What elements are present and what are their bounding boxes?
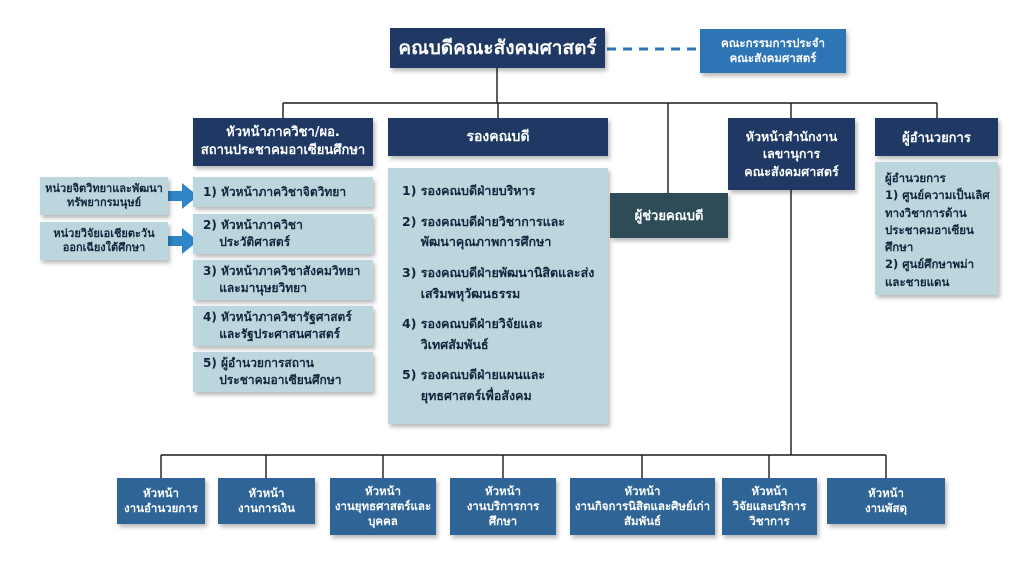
vice-dean-header-label: รองคณบดี [466,129,530,145]
dept-heads-header-line2: สถานประชาคมอาเซียนศึกษา [200,143,366,158]
director-centers-line: 2) ศูนย์ศึกษาพม่าและชายแดน [885,257,975,289]
head-unit: งานพัสดุ [864,501,907,515]
director-centers-line: 1) ศูนย์ความเป็นเลิศทางวิชาการด้านประชาคมอาเซียนศึกษา [885,188,990,254]
unit-psychology-hr-label: หน่วยจิตวิทยาและพัฒนาทรัพยากรมนุษย์ [45,181,163,209]
assistant-dean-box [610,193,728,238]
head-unit: งานอำนวยการ [124,501,198,515]
head-title: หัวหน้า [248,485,285,500]
director-centers-line: ผู้อำนวยการ [885,171,946,185]
assistant-dean-label: ผู้ช่วยคณบดี [634,209,704,224]
vice-dean-header [388,118,608,156]
committee-box [700,29,846,73]
secretary-header-line3: คณะสังคมศาสตร์ [744,163,839,179]
head-general-admin-box [117,478,205,524]
dept-head-item-asean-center-director [193,352,373,392]
dept-head-item-psychology [193,177,373,207]
dept-head-item-label: 4) หัวหน้าภาควิชารัฐศาสตร์และรัฐประศาสนศาสตร์ [203,310,352,341]
head-unit: งานการเงิน [238,501,295,515]
vice-dean-item: 3) รองคณบดีฝ่ายพัฒนานิสิตและส่งเสริมพหุวัฒนธรรม [402,264,595,301]
committee-label-line2: คณะสังคมศาสตร์ [729,51,817,65]
unit-psychology-hr-box [40,177,168,215]
director-header [875,118,998,156]
dept-head-item-label: 5) ผู้อำนวยการสถานประชาคมอาเซียนศึกษา [203,356,342,387]
dept-head-item-sociology-anthropology [193,260,373,300]
dean-box [390,28,605,68]
head-finance-box [218,478,315,524]
head-title: หัวหน้า [868,485,904,500]
head-strategy-personnel-box [330,478,436,535]
secretary-header-line2: เลขานุการ [762,146,821,162]
dept-heads-header [193,118,373,166]
head-title: หัวหน้า [143,485,179,500]
unit-sea-studies-label: หน่วยวิจัยเอเชียตะวันออกเฉียงใต้ศึกษา [53,226,155,254]
vice-dean-item: 1) รองคณบดีฝ่ายบริหาร [402,183,536,198]
head-education-service-box [450,478,556,535]
dept-head-item-label: 3) หัวหน้าภาควิชาสังคมวิทยาและมานุษยวิทยา [203,264,361,295]
vice-dean-list-panel [388,168,608,424]
dept-head-item-label: 2) หัวหน้าภาควิชาประวัติศาสตร์ [203,218,303,249]
committee-label-line1: คณะกรรมการประจำ [721,36,825,51]
unit-sea-studies-box [40,222,168,260]
dept-head-item-label: 1) หัวหน้าภาควิชาจิตวิทยา [203,184,347,199]
head-unit: งานบริการการศึกษา [466,498,540,529]
secretary-header-line1: หัวหน้าสำนักงาน [745,128,838,144]
head-unit: งานยุทธศาสตร์และบุคคล [334,498,432,529]
head-title: หัวหน้า [624,483,661,498]
head-procurement-box [827,478,945,524]
dean-label: คณบดีคณะสังคมศาสตร์ [398,37,597,59]
head-title: หัวหน้า [365,483,401,498]
vice-dean-item: 5) รองคณบดีฝ่ายแผนและยุทธศาสตร์เพื่อสังคม [402,367,546,403]
head-student-affairs-alumni-box [570,478,715,535]
head-unit: วิจัยและบริการวิชาการ [732,498,807,529]
dept-head-item-political-science [193,306,373,346]
head-title: หัวหน้า [485,483,521,498]
head-unit: งานกิจการนิสิตและศิษย์เก่าสัมพันธ์ [574,498,711,529]
dept-heads-header-line1: หัวหน้าภาควิชา/ผอ. [226,125,340,141]
dept-head-item-history [193,214,373,254]
head-research-academic-service-box [722,478,817,535]
vice-dean-item: 4) รองคณบดีฝ่ายวิจัยและวิเทศสัมพันธ์ [402,316,543,352]
vice-dean-item: 2) รองคณบดีฝ่ายวิชาการและพัฒนาคุณภาพการศึกษา [402,213,566,250]
director-centers-panel [875,162,998,295]
director-header-label: ผู้อำนวยการ [902,130,971,146]
head-title: หัวหน้า [751,483,788,498]
secretary-office-header [728,118,855,190]
